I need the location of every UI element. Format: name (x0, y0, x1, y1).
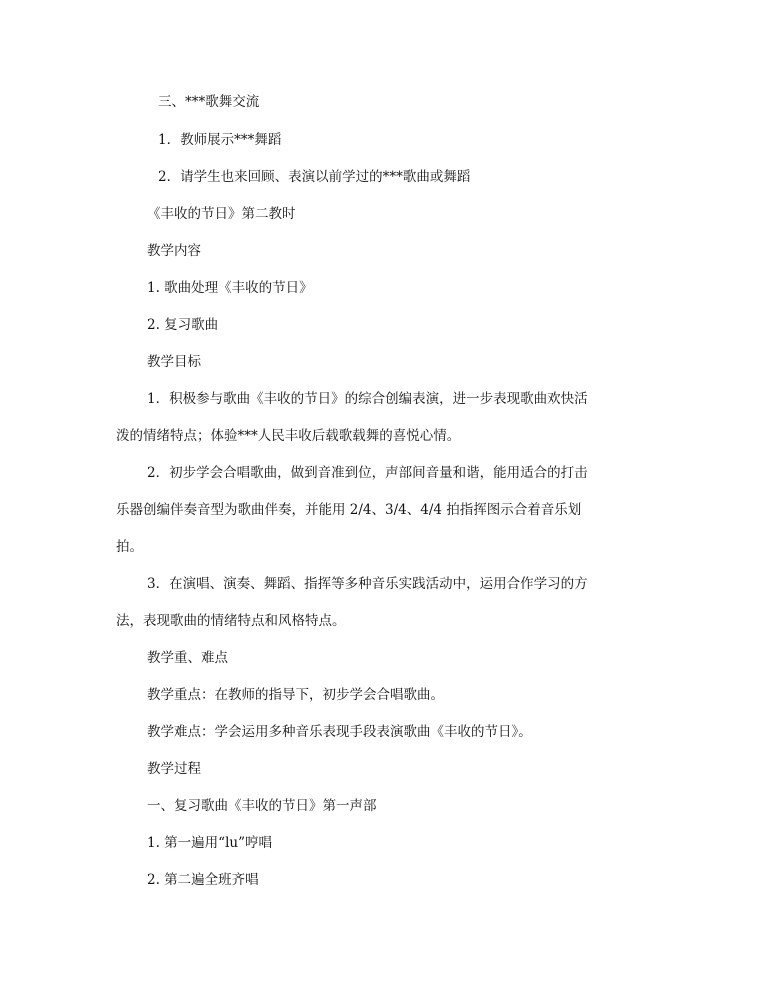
paragraph-line: 泼的情绪特点；体验***人民丰收后载歌载舞的喜悦心情。 (116, 428, 461, 444)
section-heading-teaching-process: 教学过程 (147, 761, 201, 777)
paragraph-line: 1．积极参与歌曲《丰收的节日》的综合创编表演，进一步表现歌曲欢快活 (147, 391, 588, 407)
list-item: 1. 第一遍用“lu”哼唱 (147, 835, 272, 851)
paragraph-line: 3．在演唱、演奏、舞蹈、指挥等多种音乐实践活动中，运用合作学习的方 (147, 576, 588, 592)
lesson-title: 《丰收的节日》第二教时 (147, 206, 296, 222)
paragraph-line: 法，表现歌曲的情绪特点和风格特点。 (116, 613, 346, 629)
list-item: 2. 第二遍全班齐唱 (147, 872, 259, 888)
section-heading-teaching-content: 教学内容 (147, 243, 201, 259)
list-item: 2. 复习歌曲 (147, 317, 219, 333)
paragraph-line: 2．初步学会合唱歌曲，做到音准到位，声部间音量和谐，能用适合的打击 (147, 465, 588, 481)
paragraph-line: 教学难点：学会运用多种音乐表现手段表演歌曲《丰收的节日》。 (147, 724, 532, 740)
list-item: 1. 歌曲处理《丰收的节日》 (147, 280, 313, 296)
section-heading-song-dance-exchange: 三、***歌舞交流 (158, 94, 260, 110)
section-heading-key-points: 教学重、难点 (147, 650, 228, 666)
list-item: 2．请学生也来回顾、表演以前学过的***歌曲或舞蹈 (158, 169, 471, 185)
list-item: 1．教师展示***舞蹈 (158, 132, 282, 148)
paragraph-line: 教学重点：在教师的指导下，初步学会合唱歌曲。 (147, 687, 444, 703)
paragraph-line: 拍。 (116, 539, 143, 555)
paragraph-line: 乐器创编伴奏音型为歌曲伴奏，并能用 2/4、3/4、4/4 拍指挥图示合着音乐划 (116, 502, 582, 518)
subsection-heading: 一、复习歌曲《丰收的节日》第一声部 (147, 798, 377, 814)
section-heading-teaching-goals: 教学目标 (147, 354, 201, 370)
